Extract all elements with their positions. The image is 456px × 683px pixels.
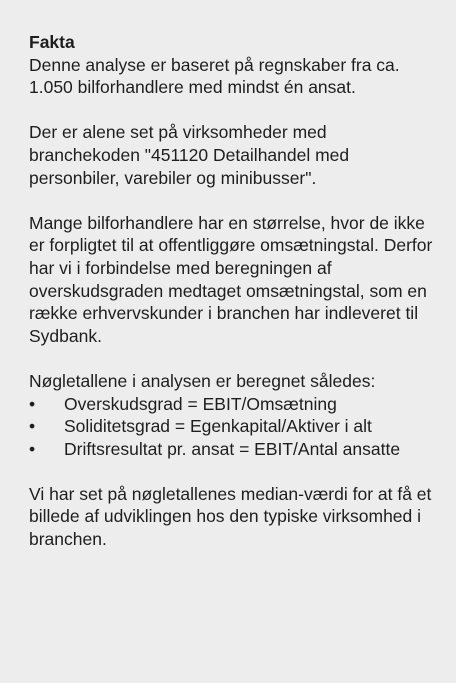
list-item-text: Overskudsgrad = EBIT/Omsætning [64,393,337,414]
paragraph-median: Vi har set på nøgletallenes median-værdi for at få et billede af udviklingen hos den typiske virksomhed i branchen. [29,483,432,550]
bullet-icon: • [29,393,36,414]
list-item [29,393,436,416]
bullet-icon: • [29,438,36,459]
fact-title: Fakta [29,32,75,52]
paragraph-data-basis: Denne analyse er baseret på regnskaber fra ca. 1.050 bilforhandlere med mindst én ansat. [29,54,400,98]
list-intro: Nøgletallene i analysen er beregnet således: [29,370,376,391]
list-item-text: Driftsresultat pr. ansat = EBIT/Antal ansatte [64,438,401,459]
list-item [29,438,436,461]
key-figures-list [29,393,436,461]
paragraph-revenue-data: Mange bilforhandlere har en størrelse, hvor de ikke er forpligtet til at offentliggøre omsætningstal. Derfor har vi i forbindelse med beregningen af overskudsgraden medtaget omsætningstal, som en række erhvervskunder i branchen har indleveret til Sydbank. [29,212,433,346]
list-item [29,415,436,438]
list-item-text: Soliditetsgrad = Egenkapital/Aktiver i alt [64,416,372,437]
bullet-icon: • [29,416,36,437]
paragraph-industry-code: Der er alene set på virksomheder med branchekoden "451120 Detailhandel med personbiler, varebiler og minibusser". [29,122,350,188]
